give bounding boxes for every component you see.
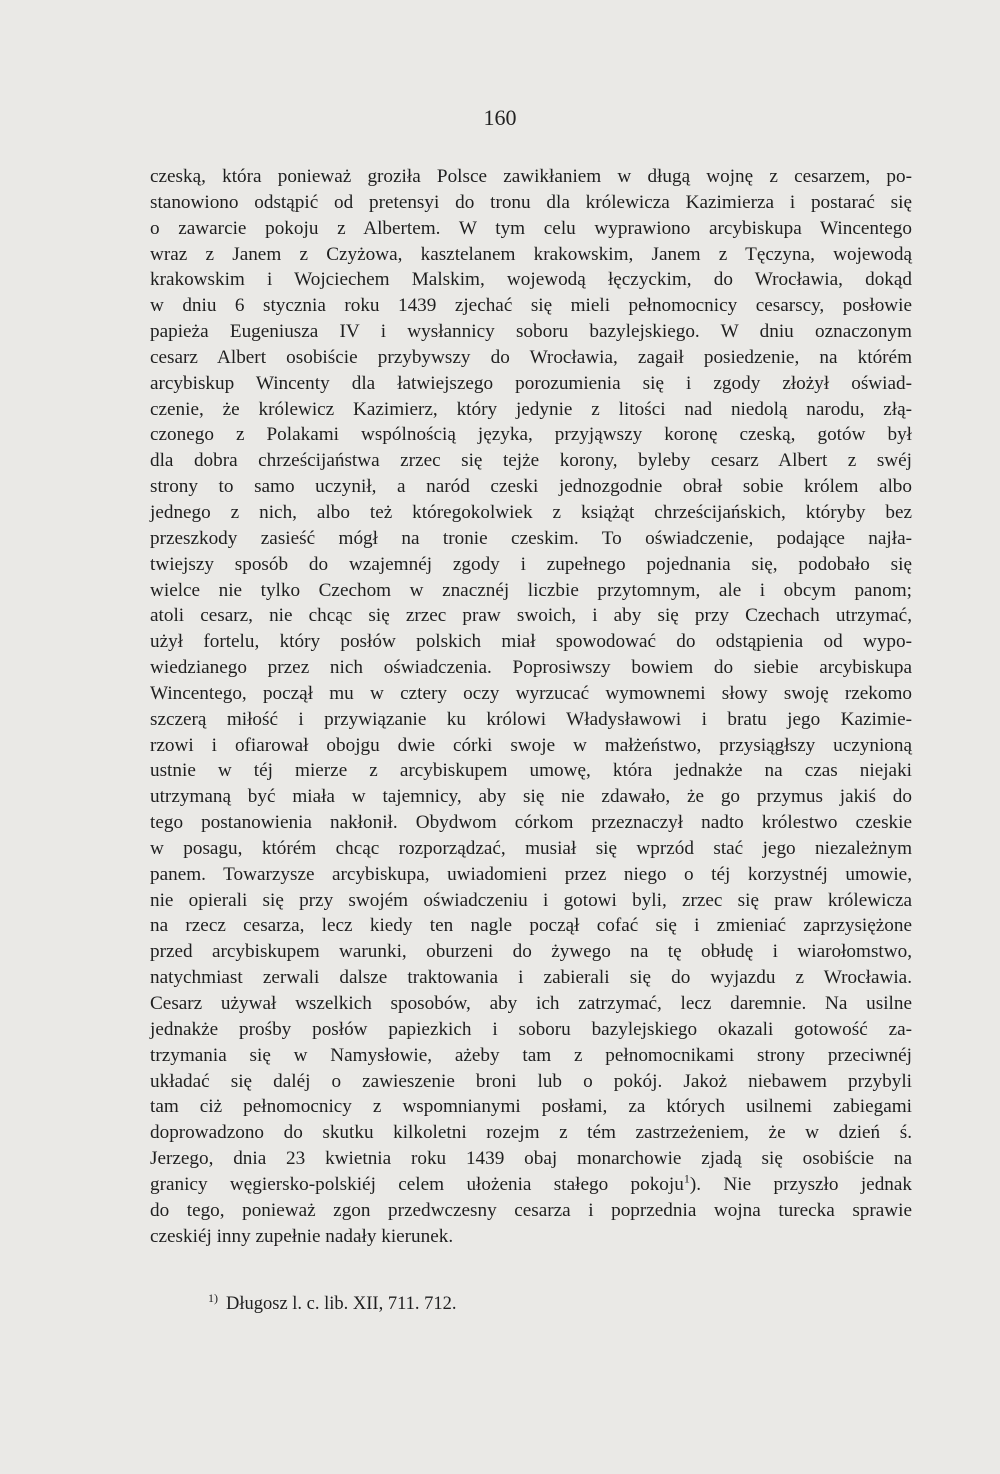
text-line: cesarz Albert osobiście przybywszy do Wrocławia, zagaił posiedzenie, na którém [150, 346, 912, 368]
text-line: papieża Eugeniusza IV i wysłannicy soboru bazylejskiego. W dniu oznaczonym [150, 321, 912, 343]
text-line: krakowskim i Wojciechem Malskim, wojewodą łęczyckim, do Wrocławia, dokąd [150, 269, 912, 291]
text-line: szczerą miłość i przywiązanie ku królowi Władysławowi i bratu jego Kazimie- [150, 708, 912, 730]
text-line: nie opierali się przy swojém oświadczeniu i gotowi byli, zrzec się praw królewicza [150, 889, 912, 911]
text-line: wiedzianego przez nich oświadczenia. Poprosiwszy bowiem do siebie arcybiskupa [150, 657, 912, 679]
text-line: strony to samo uczynił, a naród czeski jednozgodnie obrał sobie królem albo [150, 476, 912, 498]
page-number: 160 [483, 105, 517, 130]
text-line: panem. Towarzysze arcybiskupa, uwiadomieni przez niego o téj korzystnéj umowie, [150, 863, 912, 885]
text-line: czeskiéj inny zupełnie nadały kierunek. [150, 1225, 454, 1247]
footnote [208, 1291, 808, 1317]
text-line: stanowiono odstąpić od pretensyi do tronu dla królewicza Kazimierza i postarać się [150, 191, 912, 213]
text-line-with-footnote-ref [150, 1172, 912, 1198]
text-line: arcybiskup Wincenty dla łatwiejszego porozumienia się i zgody złożył oświad- [150, 372, 912, 394]
text-line: twiejszy sposób do wzajemnéj zgody i zupełnego pojednania się, podobało się [150, 553, 912, 575]
text-segment: ). Nie przyszło jednak [689, 1173, 912, 1195]
text-line: jednego z nich, albo też któregokolwiek z książąt chrześcijańskich, któryby bez [150, 501, 912, 523]
text-line: tam ciż pełnomocnicy z wspomnianymi posłami, za których usilnemi zabiegami [150, 1096, 912, 1118]
text-line: przed arcybiskupem warunki, oburzeni do żywego na tę obłudę i wiarołomstwo, [150, 941, 912, 963]
body-text [150, 164, 912, 1249]
text-line: w posagu, którém chcąc rozporządzać, musiał się wprzód stać jego niezależnym [150, 837, 912, 859]
text-line: czenie, że królewicz Kazimierz, który jedynie z litości nad niedolą narodu, złą- [150, 398, 912, 420]
text-line: rzowi i ofiarował obojgu dwie córki swoje w małżeństwo, przysiągłszy uczynioną [150, 734, 912, 756]
text-line: wielce nie tylko Czechom w znacznéj liczbie przytomnym, ale i obcym panom; [150, 579, 912, 601]
text-line: Jerzego, dnia 23 kwietnia roku 1439 obaj monarchowie zjadą się osobiście na [150, 1148, 912, 1170]
text-line: Wincentego, począł mu w cztery oczy wyrzucać wymownemi słowy swoję rzekomo [150, 682, 912, 704]
text-line: tego postanowienia nakłonił. Obydwom córkom przeznaczył nadto królestwo czeskie [150, 812, 912, 834]
text-line: przeszkody zasieść mógł na tronie czeskim. To oświadczenie, podające najła- [150, 527, 912, 549]
text-line: doprowadzono do skutku kilkoletni rozejm z tém zastrzeżeniem, że w dzień ś. [150, 1122, 912, 1144]
text-line: dla dobra chrześcijaństwa zrzec się tejże korony, byleby cesarz Albert z swéj [150, 450, 912, 472]
text-line: atoli cesarz, nie chcąc się zrzec praw swoich, i aby się przy Czechach utrzymać, [150, 605, 912, 627]
footnote-text: Długosz l. c. lib. XII, 711. 712. [226, 1294, 457, 1314]
text-line: natychmiast zerwali dalsze traktowania i zabierali się do wyjazdu z Wrocławia. [150, 967, 912, 989]
footnote-marker: 1) [208, 1290, 218, 1305]
text-line: czonego z Polakami wspólnością języka, przyjąwszy koronę czeską, gotów był [150, 424, 912, 446]
text-line: na rzecz cesarza, lecz kiedy ten nagle począł cofać się i zmieniać zaprzysiężone [150, 915, 912, 937]
text-line: ustnie w téj mierze z arcybiskupem umowę, która jednakże na czas niejaki [150, 760, 912, 782]
text-line: jednakże prośby posłów papiezkich i soboru bazylejskiego okazali gotowość za- [150, 1018, 912, 1040]
text-line: w dniu 6 stycznia roku 1439 zjechać się mieli pełnomocnicy cesarscy, posłowie [150, 295, 912, 317]
text-line: układać się daléj o zawieszenie broni lub o pokój. Jakoż niebawem przybyli [150, 1070, 912, 1092]
text-line: Cesarz używał wszelkich sposobów, aby ich zatrzymać, lecz daremnie. Na usilne [150, 993, 912, 1014]
text-line: użył fortelu, który posłów polskich miał spowodować do odstąpienia od wypo- [150, 631, 912, 653]
text-line: czeską, która ponieważ groziła Polsce zawikłaniem w długą wojnę z cesarzem, po- [150, 166, 912, 187]
text-line: do tego, ponieważ zgon przedwczesny cesarza i poprzednia wojna turecka sprawie [150, 1199, 912, 1221]
text-line: o zawarcie pokoju z Albertem. W tym celu wyprawiono arcybiskupa Wincentego [150, 217, 912, 239]
text-line: trzymania się w Namysłowie, ażeby tam z pełnomocnikami strony przeciwnéj [150, 1044, 912, 1066]
footnote-reference[interactable]: 1 [683, 1171, 690, 1186]
text-line: utrzymaną być miała w tajemnicy, aby się nie zdawało, że go przymus jakiś do [150, 786, 912, 808]
text-line: wraz z Janem z Czyżowa, kasztelanem krakowskim, Janem z Tęczyna, wojewodą [150, 243, 912, 265]
text-segment: granicy węgiersko-polskiéj celem ułożenia stałego pokoju [150, 1173, 684, 1195]
